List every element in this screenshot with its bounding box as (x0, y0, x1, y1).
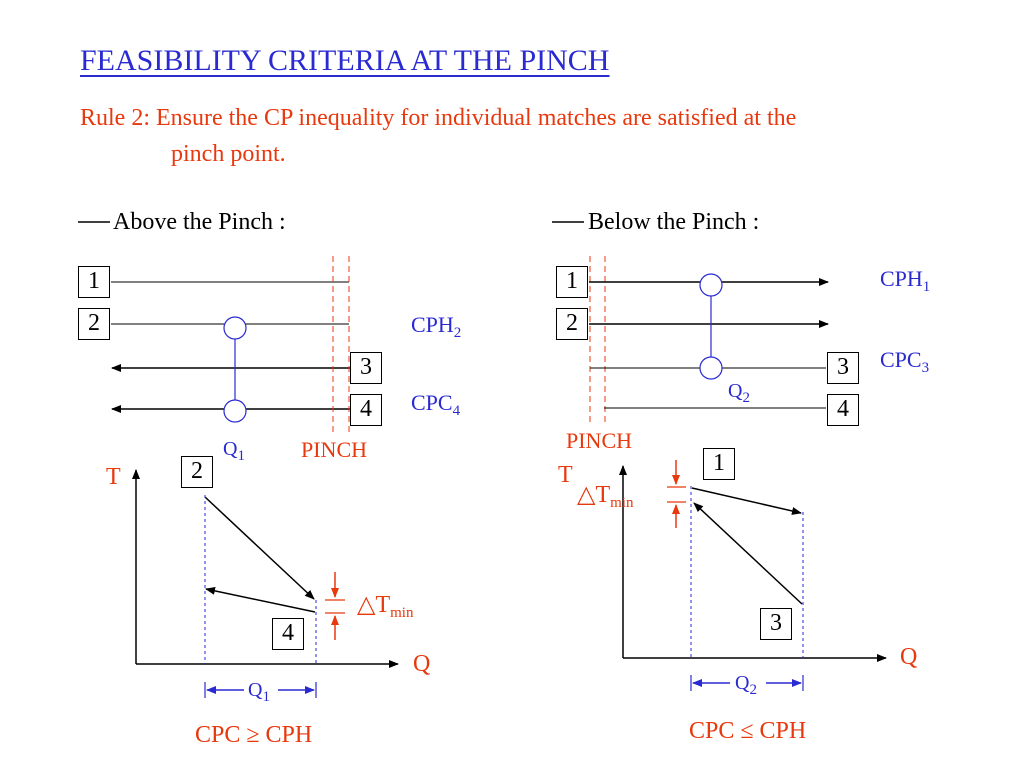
below-stream-box-2: 2 (556, 308, 588, 340)
above-tq-plot (136, 470, 398, 698)
above-stream-box-3: 3 (350, 352, 382, 384)
below-hot-curve (692, 488, 801, 513)
below-stream-box-1: 1 (556, 266, 588, 298)
above-cold-curve (206, 589, 315, 612)
rule-line-1: Rule 2: Ensure the CP inequality for individual matches are satisfied at the (80, 105, 797, 131)
above-match-circle-cold (224, 400, 246, 422)
above-criterion: CPC ≥ CPH (195, 722, 313, 748)
above-heading: Above the Pinch : (113, 209, 286, 235)
below-cph-label: $CPH_1$ (880, 266, 931, 295)
below-q-label: $Q_2$ (728, 380, 750, 406)
below-match-circle-cold (700, 357, 722, 379)
above-dtmin-label: $\triangle T_{min}$ (357, 592, 414, 621)
above-range-q-label: $Q_1$ (248, 679, 270, 705)
above-plot-cold-box: 4 (272, 618, 304, 650)
above-stream-box-1: 1 (78, 266, 110, 298)
below-range-q-label: $Q_2$ (735, 672, 757, 698)
below-plot-q-axis-label: Q (900, 644, 918, 670)
below-criterion: CPC ≤ CPH (689, 718, 807, 744)
below-dtmin-label: $\triangle T_{min}$ (577, 482, 634, 511)
above-plot-hot-box: 2 (181, 456, 213, 488)
above-cpc-label: $CPC_4$ (411, 390, 461, 419)
below-stream-box-4: 4 (827, 394, 859, 426)
above-plot-t-axis-label: T (106, 464, 121, 490)
rule-line-2: pinch point. (171, 141, 286, 167)
above-hot-curve (205, 497, 314, 599)
below-pinch-label: PINCH (566, 428, 633, 453)
below-cpc-label: $CPC_3$ (880, 347, 930, 376)
below-heading: Below the Pinch : (588, 209, 760, 235)
above-match-circle-hot (224, 317, 246, 339)
below-match-circle-hot (700, 274, 722, 296)
below-tq-plot (623, 460, 886, 691)
below-plot-hot-box: 1 (703, 448, 735, 480)
above-cph-label: $CPH_2$ (411, 312, 462, 341)
above-pinch-label: PINCH (301, 437, 368, 462)
below-stream-box-3: 3 (827, 352, 859, 384)
below-cold-curve (694, 503, 802, 604)
below-plot-cold-box: 3 (760, 608, 792, 640)
below-plot-t-axis-label: T (558, 462, 573, 488)
below-grid (589, 256, 828, 426)
above-q-label: $Q_1$ (223, 438, 245, 464)
above-stream-box-2: 2 (78, 308, 110, 340)
slide-title: FEASIBILITY CRITERIA AT THE PINCH (80, 44, 610, 77)
above-plot-q-axis-label: Q (413, 651, 431, 677)
above-stream-box-4: 4 (350, 394, 382, 426)
above-grid (111, 256, 350, 432)
